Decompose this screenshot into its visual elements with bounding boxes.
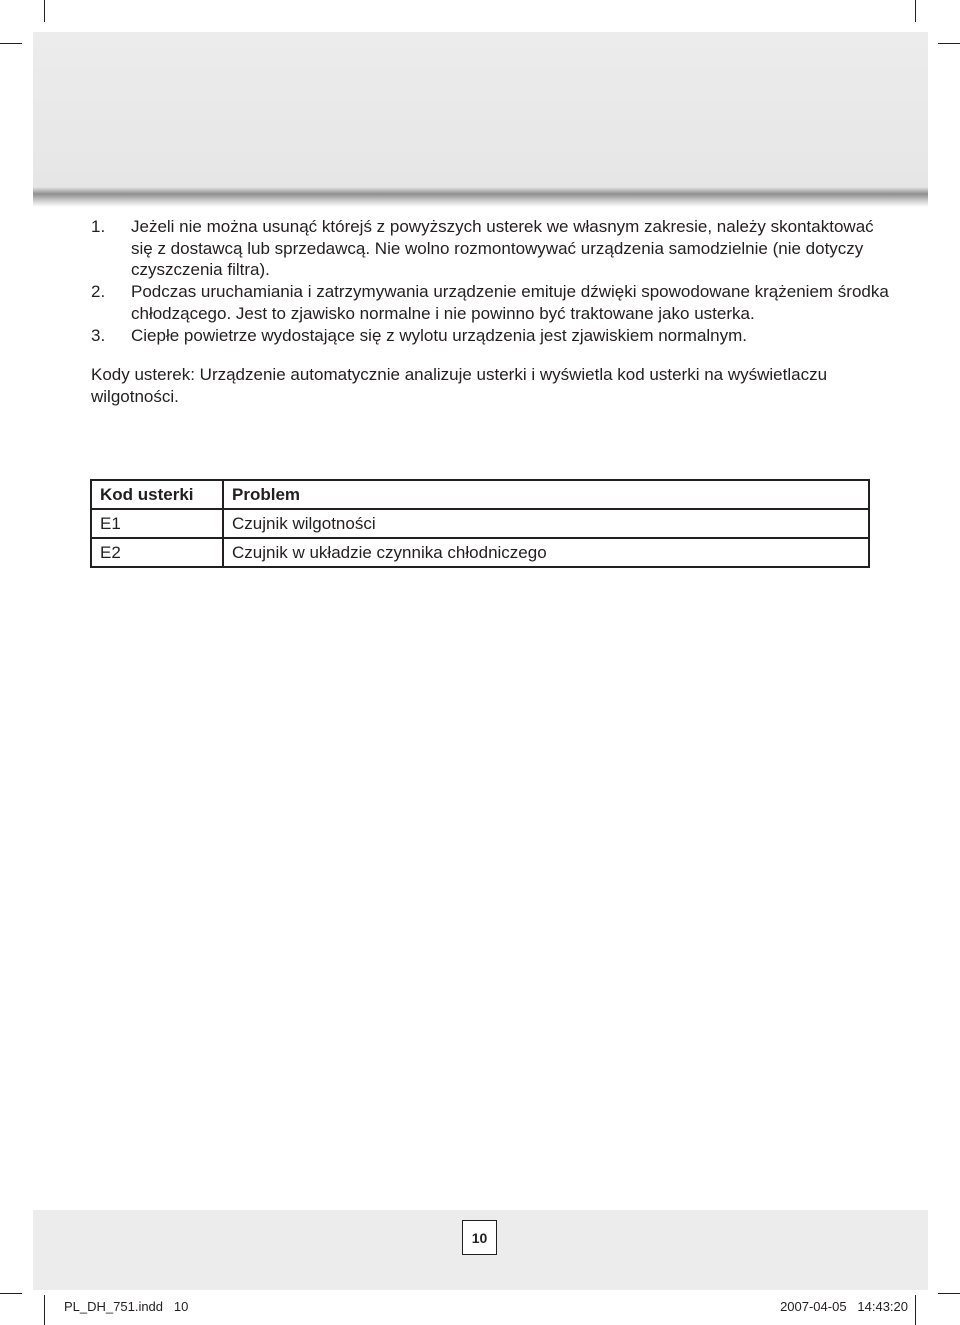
crop-mark — [0, 1293, 22, 1294]
crop-mark — [915, 0, 916, 22]
list-item-number: 3. — [91, 325, 106, 345]
crop-mark — [938, 1293, 960, 1294]
problem-cell: Czujnik w układzie czynnika chłodniczego — [223, 538, 869, 567]
error-code-table — [90, 479, 870, 568]
crop-mark — [0, 43, 22, 44]
error-code-cell: E2 — [91, 538, 223, 567]
table-row — [91, 509, 869, 538]
list-item — [91, 216, 891, 281]
list-item-number: 2. — [91, 282, 106, 301]
error-code-cell: E1 — [91, 509, 223, 538]
list-item — [91, 281, 891, 324]
list-item-number: 1. — [91, 217, 106, 236]
table-header-row — [91, 480, 869, 509]
list-item-text: Jeżeli nie można usunąć którejś z powyższych usterek we własnym zakresie, należy skontaktować się z dostawcą lub sprzedawcą. Nie wolno rozmontowywać urządzenia samodzielnie (nie dotyczy czyszczenia filtra). — [131, 217, 874, 279]
list-item-text: Podczas uruchamiania i zatrzymywania urządzenie emituje dźwięki spowodowane krążeniem środka chłodzącego. Jest to zjawisko normalne i nie powinno być traktowane jako usterka. — [131, 282, 889, 323]
list-item — [91, 325, 891, 347]
troubleshooting-list — [91, 216, 891, 346]
column-header-problem: Problem — [223, 480, 869, 509]
error-codes-intro: Kody usterek: Urządzenie automatycznie analizuje usterki i wyświetla kod usterki na wyświetlaczu wilgotności. — [91, 365, 828, 406]
slug-timestamp: 2007-04-05 14:43:20 — [780, 1299, 908, 1314]
slug-file-name: PL_DH_751.indd 10 — [64, 1299, 189, 1314]
page-content — [91, 216, 891, 407]
page-number: 10 — [462, 1220, 497, 1255]
crop-mark — [915, 1295, 916, 1325]
table-row — [91, 538, 869, 567]
column-header-code: Kod usterki — [91, 480, 223, 509]
crop-mark — [44, 0, 45, 22]
problem-cell: Czujnik wilgotności — [223, 509, 869, 538]
header-band — [33, 32, 928, 207]
list-item-text: Ciepłe powietrze wydostające się z wylotu urządzenia jest zjawiskiem normalnym. — [131, 325, 748, 345]
crop-mark — [938, 43, 960, 44]
crop-mark — [44, 1295, 45, 1325]
